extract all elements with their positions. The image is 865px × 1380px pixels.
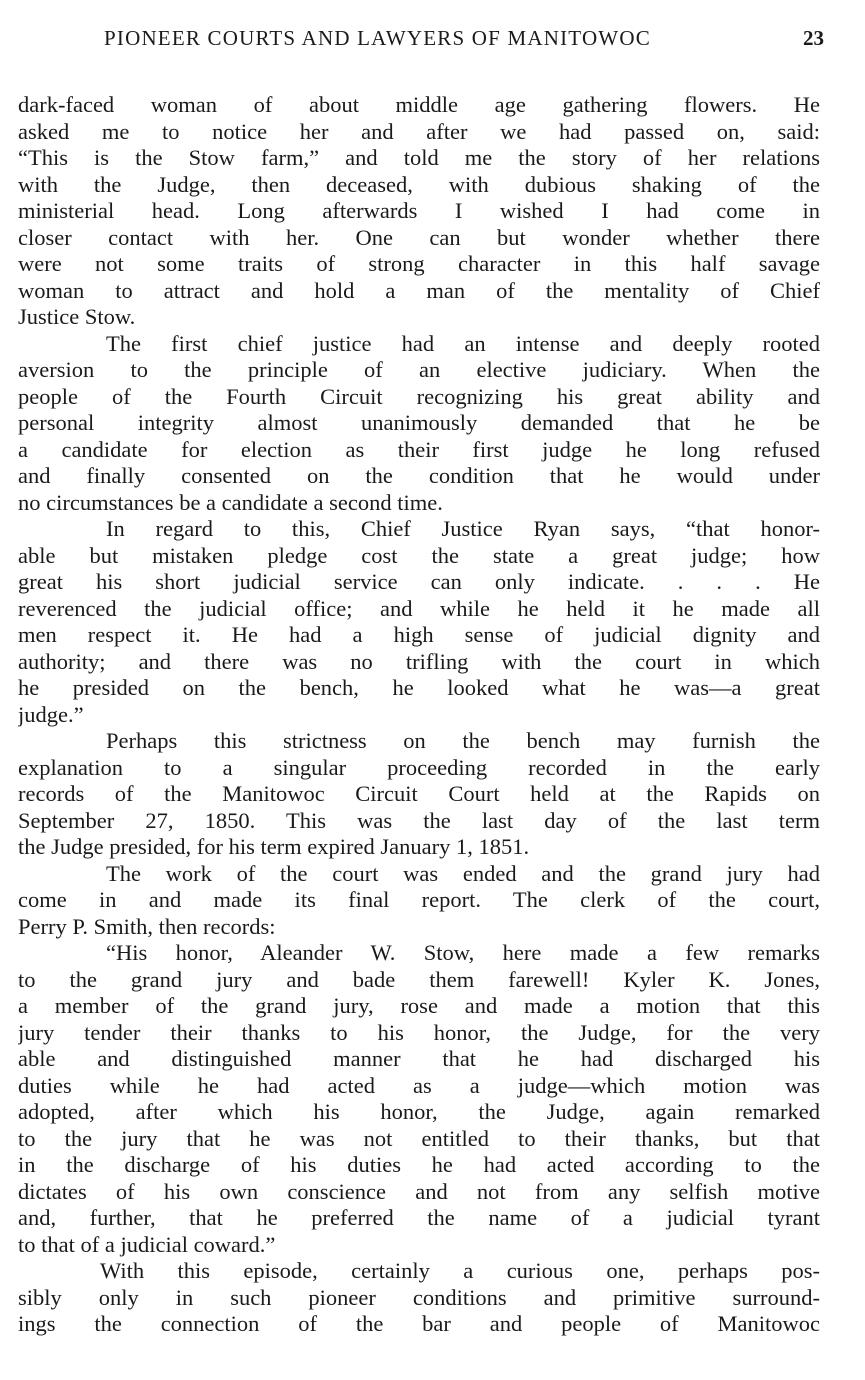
text-line: September 27, 1850. This was the last day of the last term [18,807,820,833]
text-line: The work of the court was ended and the grand jury had [106,860,820,886]
text-line: Perry P. Smith, then records: [18,913,276,939]
paragraph [18,728,820,861]
text-line: ings the connection of the bar and people of Manitowoc [18,1311,820,1336]
text-line: a candidate for election as their first judge he long refused [18,436,820,462]
paragraph [18,92,820,331]
text-line: to the jury that he was not entitled to their thanks, but that [18,1125,820,1151]
text-line: in the discharge of his duties he had acted according to the [18,1152,820,1177]
text-line: “His honor, Aleander W. Stow, here made a few remarks [106,940,820,965]
text-line: and finally consented on the condition that he would under [18,463,820,488]
text-line: judge.” [18,701,84,727]
text-line: Justice Stow. [18,304,136,329]
text-line: come in and made its final report. The clerk of the court, [18,887,820,912]
text-line: Perhaps this strictness on the bench may furnish the [106,728,820,753]
text-line: men respect it. He had a high sense of judicial dignity and [18,622,820,647]
running-title: PIONEER COURTS AND LAWYERS OF MANITOWOC [104,26,651,50]
paragraph [18,516,820,728]
text-line: In regard to this, Chief Justice Ryan says, “that honor- [106,516,820,541]
text-line: adopted, after which his honor, the Judge, again remarked [18,1099,820,1124]
text-line: The first chief justice had an intense and deeply rooted [106,330,820,356]
text-line: dark-faced woman of about middle age gathering flowers. He [18,92,820,117]
text-line: were not some traits of strong character in this half savage [18,251,820,276]
text-line: sibly only in such pioneer conditions and primitive surround- [18,1284,820,1310]
text-line: authority; and there was no trifling with the court in which [18,648,820,674]
text-line: with the Judge, then deceased, with dubious shaking of the [18,171,820,197]
text-line: woman to attract and hold a man of the mentality of Chief [18,277,820,303]
text-line: great his short judicial service can only indicate. . . . He [18,569,820,594]
text-line: to the grand jury and bade them farewell! Kyler K. Jones, [18,966,820,992]
text-line: closer contact with her. One can but wonder whether there [18,224,820,250]
text-line: “This is the Stow farm,” and told me the story of her relations [18,145,820,170]
text-line: and, further, that he preferred the name of a judicial tyrant [18,1205,820,1230]
text-line: able but mistaken pledge cost the state a great judge; how [18,542,820,568]
page-number: 23 [803,26,824,50]
running-header [104,26,824,56]
text-line: a member of the grand jury, rose and made a motion that this [18,993,820,1018]
body-text [18,92,820,1338]
paragraph [18,331,820,517]
text-line: jury tender their thanks to his honor, the Judge, for the very [18,1019,820,1045]
text-line: ministerial head. Long afterwards I wished I had come in [18,198,820,223]
text-line: dictates of his own conscience and not from any selfish motive [18,1178,820,1204]
text-line: With this episode, certainly a curious one, perhaps pos- [100,1258,820,1283]
text-line: aversion to the principle of an elective judiciary. When the [18,357,820,382]
text-line: records of the Manitowoc Circuit Court held at the Rapids on [18,781,820,806]
text-line: reverenced the judicial office; and while he held it he made all [18,595,820,621]
text-line: duties while he had acted as a judge—which motion was [18,1072,820,1098]
paragraph [18,1258,820,1338]
text-line: no circumstances be a candidate a second time. [18,489,443,515]
paragraph [18,861,820,941]
text-line: explanation to a singular proceeding recorded in the early [18,754,820,780]
text-line: the Judge presided, for his term expired January 1, 1851. [18,834,530,859]
text-line: to that of a judicial coward.” [18,1231,276,1257]
text-line: people of the Fourth Circuit recognizing his great ability and [18,383,820,409]
text-line: able and distinguished manner that he had discharged his [18,1046,820,1071]
text-line: asked me to notice her and after we had passed on, said: [18,118,820,144]
paragraph [18,940,820,1258]
text-line: he presided on the bench, he looked what he was—a great [18,675,820,700]
text-line: personal integrity almost unanimously demanded that he be [18,410,820,435]
